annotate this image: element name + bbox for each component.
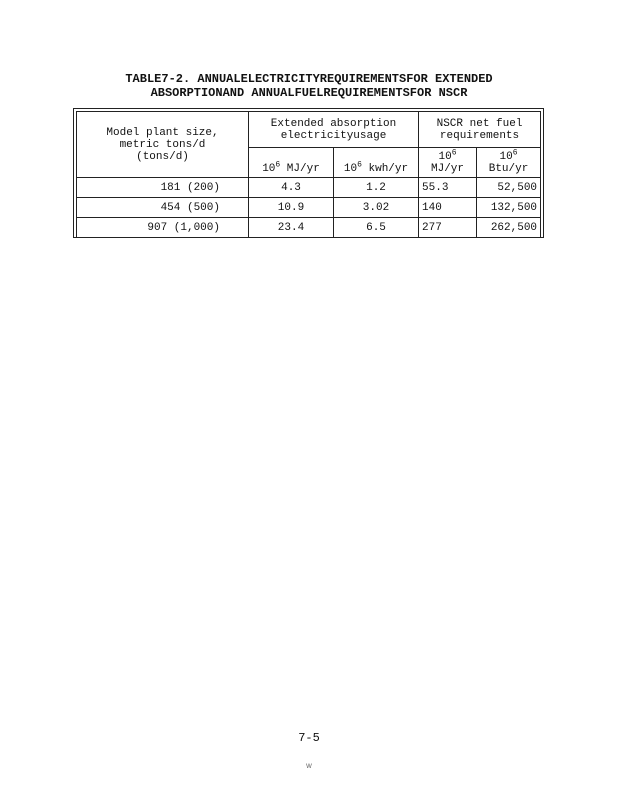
table-row [77,218,541,238]
footer-mark: W [306,764,312,770]
table-title-line-2: ABSORPTIONAND ANNUALFUELREQUIREMENTSFOR NSCR [150,86,468,100]
cell-size: 907 (1,000) [77,218,249,238]
cell-nscr-mj: 55.3 [419,178,477,198]
cell-nscr-btu: 132,500 [477,198,541,218]
table-row [77,198,541,218]
header-extended-absorption: Extended absorption electricityusage [249,112,419,148]
page-number: 7-5 [298,731,320,745]
table-title-line-1: TABLE7-2. ANNUALELECTRICITYREQUIREMENTSFOR EXTENDED [125,72,493,86]
cell-ea-kwh: 6.5 [334,218,419,238]
header-ea-kwh-per-yr: $10^6$ kwh/yr [334,148,419,178]
data-table-frame [73,108,544,238]
header-model-plant-size: Model plant size, metric tons/d (tons/d) [77,112,249,178]
cell-size: 181 (200) [77,178,249,198]
cell-ea-mj: 4.3 [249,178,334,198]
cell-nscr-btu: 262,500 [477,218,541,238]
cell-ea-kwh: 1.2 [334,178,419,198]
cell-ea-kwh: 3.02 [334,198,419,218]
header-nscr-net-fuel: NSCR net fuel requirements [419,112,541,148]
cell-nscr-mj: 277 [419,218,477,238]
table-row [77,178,541,198]
cell-size: 454 (500) [77,198,249,218]
data-table [76,111,541,238]
cell-nscr-btu: 52,500 [477,178,541,198]
header-nscr-btu-per-yr: $10^6$ Btu/yr [477,148,541,178]
header-nscr-mj-per-yr: $10^6$ MJ/yr [419,148,477,178]
cell-ea-mj: 10.9 [249,198,334,218]
cell-ea-mj: 23.4 [249,218,334,238]
header-ea-mj-per-yr: $10^6$ MJ/yr [249,148,334,178]
cell-nscr-mj: 140 [419,198,477,218]
table-title [0,72,618,100]
